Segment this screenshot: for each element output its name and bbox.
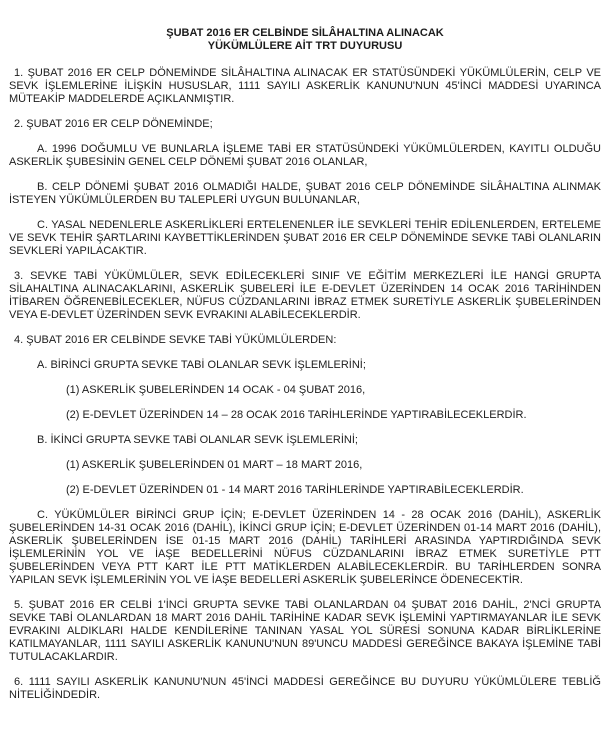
paragraph-4b-2: (2) E-DEVLET ÜZERİNDEN 01 - 14 MART 2016 TARİHLERİNDE YAPTIRABİLECEKLERDİR. — [66, 484, 524, 496]
paragraph-2b: B. CELP DÖNEMİ ŞUBAT 2016 OLMADIĞI HALDE, ŞUBAT 2016 CELP DÖNEMİNDE SİLÂHALTINA ALINMAK İSTEYEN YÜKÜMLÜLERDEN BU TALEPLERİ UYGUN BULUNANLAR, — [9, 181, 601, 206]
title-line-1: ŞUBAT 2016 ER CELBİNDE SİLÂHALTINA ALINACAK — [166, 27, 444, 39]
paragraph-3: 3. SEVKE TABİ YÜKÜMLÜLER, SEVK EDİLECEKLERİ SINIF VE EĞİTİM MERKEZLERİ İLE HANGİ GRUPTA SİLAHALTINA ALINACAKLARINI, ASKERLİK ŞUBELERİ İLE E-DEVLET ÜZERİNDEN 14 OCAK 2016 TARİHİNDEN İTİBAREN ÖĞRENEBİLECEKLER, NÜFUS CÜZDANLARINI İBRAZ ETMEK SURETİYLE ASKERLİK ŞUBELERİNDEN VEYA E-DEVLET ÜZERİNDEN SEVK EVRAKINI ALABİLECEKLERDİR. — [9, 270, 601, 321]
paragraph-4: 4. ŞUBAT 2016 ER CELBİNDE SEVKE TABİ YÜKÜMLÜLERDEN: — [14, 334, 337, 346]
paragraph-4b-1: (1) ASKERLİK ŞUBELERİNDEN 01 MART – 18 MART 2016, — [66, 459, 363, 471]
paragraph-2c: C. YASAL NEDENLERLE ASKERLİKLERİ ERTELENENLER İLE SEVKLERİ TEHİR EDİLENLERDEN, ERTELEME VE SEVK TEHİR ŞARTLARINI KAYBETTİKLERİNDEN ŞUBAT 2016 ER CELP DÖNEMİNDE SEVKE TABİ OLANLARIN SEVKLERİ YAPILACAKTIR. — [9, 219, 601, 257]
paragraph-4a: A. BİRİNCİ GRUPTA SEVKE TABİ OLANLAR SEVK İŞLEMLERİNİ; — [37, 359, 366, 371]
paragraph-5: 5. ŞUBAT 2016 ER CELBİ 1'İNCİ GRUPTA SEVKE TABİ OLANLARDAN 04 ŞUBAT 2016 DAHİL, 2'NCİ GRUPTA SEVKE TABİ OLANLARDAN 18 MART 2016 DAHİL TARİHİNE KADAR SEVK İŞLEMİNİ YAPTIRMAYANLAR İLE SEVK EVRAKINI ALDIKLARI HALDE KENDİLERİNE TANINAN YASAL YOL SÜRESİ SONUNA KADAR BİRLİKLERİNE KATILMAYANLAR, 1111 SAYILI ASKERLİK KANUNU'NUN 89'UNCU MADDESİ GEREĞİNCE BAKAYA İŞLEMİNE TABİ TUTULACAKLARDIR. — [9, 599, 601, 663]
title-line-2: YÜKÜMLÜLERE AİT TRT DUYURUSU — [207, 40, 403, 52]
paragraph-2: 2. ŞUBAT 2016 ER CELP DÖNEMİNDE; — [14, 118, 213, 130]
document-title — [9, 27, 601, 53]
paragraph-4a-2: (2) E-DEVLET ÜZERİNDEN 14 – 28 OCAK 2016 TARİHLERİNDE YAPTIRABİLECEKLERDİR. — [66, 409, 527, 421]
paragraph-6: 6. 1111 SAYILI ASKERLİK KANUNU'NUN 45'İNCİ MADDESİ GEREĞİNCE BU DUYURU YÜKÜMLÜLERE TEBLİĞ NİTELİĞİNDEDİR. — [9, 676, 601, 701]
paragraph-1: 1. ŞUBAT 2016 ER CELP DÖNEMİNDE SİLÂHALTINA ALINACAK ER STATÜSÜNDEKİ YÜKÜMLÜLERİN, CELP VE SEVK İŞLEMLERİNE İLİŞKİN HUSUSLAR, 1111 SAYILI ASKERLİK KANUNU'NUN 45'İNCİ MADDESİ UYARINCA MÜTEAKİP MADDELERDE AÇIKLANMIŞTIR. — [9, 67, 601, 105]
paragraph-4c: C. YÜKÜMLÜLER BİRİNCİ GRUP İÇİN; E-DEVLET ÜZERİNDEN 14 - 28 OCAK 2016 (DAHİL), ASKERLİK ŞUBELERİNDEN 14-31 OCAK 2016 (DAHİL), İKİNCİ GRUP İÇİN; E-DEVLET ÜZERİNDEN 01-14 MART 2016 (DAHİL), ASKERLİK ŞUBELERİNDEN İSE 01-15 MART 2016 (DAHİL) TARİHLERİ ARASINDA YAPTIRDIĞINDA SEVK İŞLEMLERİNİN YOL VE İAŞE BEDELLERİNİ NÜFUS CÜZDANLARINI İBRAZ ETMEK SURETİYLE PTT ŞUBELERİNDEN VEYA PTT KART İLE PTT MATİKLERDEN ALABİLECEKLERDİR. BU TARİHLERDEN SONRA YAPILAN SEVK İŞLEMLERİNİN YOL VE İAŞE BEDELLERİ ASKERLİK ŞUBELERİNCE ÖDENECEKTİR. — [9, 509, 601, 586]
paragraph-4a-1: (1) ASKERLİK ŞUBELERİNDEN 14 OCAK - 04 ŞUBAT 2016, — [66, 384, 366, 396]
paragraph-2a: A. 1996 DOĞUMLU VE BUNLARLA İŞLEME TABİ ER STATÜSÜNDEKİ YÜKÜMLÜLERDEN, KAYITLI OLDUĞU ASKERLİK ŞUBESİNİN GENEL CELP DÖNEMİ ŞUBAT 2016 OLANLAR, — [9, 143, 601, 168]
paragraph-4b: B. İKİNCİ GRUPTA SEVKE TABİ OLANLAR SEVK İŞLEMLERİNİ; — [37, 434, 358, 446]
